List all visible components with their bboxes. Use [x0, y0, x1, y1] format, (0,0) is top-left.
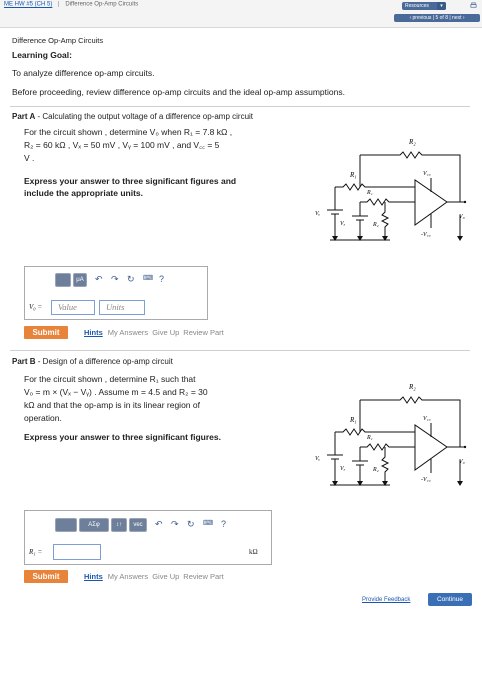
provide-feedback-link[interactable]: Provide Feedback — [362, 597, 411, 603]
undo-icon[interactable]: ↶ — [155, 519, 163, 529]
review-part-link-b[interactable]: Review Part — [183, 572, 224, 581]
chevron-down-icon: ▾ — [437, 2, 446, 10]
part-b-label: Part B — [12, 357, 36, 366]
learning-goal-heading: Learning Goal: — [12, 50, 72, 60]
pager[interactable]: ‹ previous | 5 of 8 | next › — [394, 14, 480, 22]
label-vx: Vₓ — [340, 466, 346, 472]
answer-links-a — [84, 328, 228, 337]
value-input[interactable]: Value — [51, 300, 95, 315]
part-b-question-line3: kΩ and that the op-amp is in its linear region of — [24, 400, 200, 410]
answer-box-b — [24, 510, 272, 565]
label-vo: V₀ — [459, 459, 465, 465]
answer-label-b: R₁ = — [29, 548, 43, 556]
give-up-link-a[interactable]: Give Up — [152, 328, 180, 337]
part-a-label: Part A — [12, 112, 36, 121]
resources-button[interactable] — [402, 2, 446, 10]
answer-box-a — [24, 266, 208, 320]
label-r2-bottom: R₂ — [373, 222, 379, 228]
hints-link-a[interactable]: Hints — [84, 328, 103, 337]
label-r1-bottom: R₁ — [367, 190, 373, 196]
submit-button-b[interactable]: Submit — [24, 570, 68, 583]
vector-button[interactable]: vec — [129, 518, 147, 532]
circuit-diagram-b — [305, 375, 475, 500]
math-toolbar-a — [55, 271, 205, 289]
give-up-link-b[interactable]: Give Up — [152, 572, 180, 581]
hints-link-b[interactable]: Hints — [84, 572, 103, 581]
help-icon[interactable]: ? — [159, 274, 165, 284]
assignment-tab[interactable]: Difference Op-Amp Circuits — [65, 1, 139, 8]
part-a-instruction-line1: Express your answer to three significant figures and — [24, 176, 237, 186]
answer-links-b — [84, 572, 228, 581]
keyboard-icon[interactable]: ⌨ — [203, 520, 214, 527]
course-tab[interactable]: ME HW #5 (CH 5) — [4, 1, 53, 8]
help-icon[interactable]: ? — [221, 519, 227, 529]
top-bar — [0, 0, 482, 28]
keyboard-icon[interactable]: ⌨ — [143, 275, 154, 282]
units-button[interactable]: μA — [73, 273, 87, 287]
template-button[interactable] — [55, 273, 71, 287]
subscript-button[interactable]: ↕↑ — [111, 518, 127, 532]
divider — [10, 350, 470, 351]
page-title: Difference Op-Amp Circuits — [12, 36, 104, 45]
continue-button[interactable]: Continue — [428, 593, 472, 606]
label-neg-vcc: -V꜀꜀ — [421, 477, 431, 483]
greek-symbols-button[interactable]: ΑΣφ — [79, 518, 109, 532]
part-b-question-line2: V₀ = m × (Vₓ − Vᵧ) . Assume m = 4.5 and R₂ = 30 — [24, 387, 208, 397]
part-a-title — [12, 112, 253, 121]
label-r2-bottom: R₂ — [373, 467, 379, 473]
label-r1-bottom: R₁ — [367, 435, 373, 441]
label-vo: V₀ — [459, 214, 465, 220]
label-vcc: V꜀꜀ — [423, 171, 431, 177]
part-a-heading: - Calculating the output voltage of a difference op-amp circuit — [35, 112, 254, 121]
reset-icon[interactable]: ↻ — [187, 519, 195, 529]
redo-icon[interactable]: ↷ — [111, 274, 119, 284]
label-vy: Vᵧ — [315, 456, 321, 462]
part-a-question-line2: R₂ = 60 kΩ , Vₓ = 50 mV , Vᵧ = 100 mV , and V꜀꜀ = 5 — [24, 140, 220, 150]
unit-label-b: kΩ — [249, 548, 258, 556]
resources-label: Resources — [405, 3, 429, 9]
math-toolbar-b — [55, 516, 265, 534]
part-b-title — [12, 357, 173, 366]
divider — [10, 106, 470, 107]
reset-icon[interactable]: ↻ — [127, 274, 135, 284]
submit-button-a[interactable]: Submit — [24, 326, 68, 339]
redo-icon[interactable]: ↷ — [171, 519, 179, 529]
label-r2-top: R₂ — [409, 383, 416, 391]
part-b-question-line1: For the circuit shown , determine R₁ such that — [24, 374, 196, 384]
print-icon[interactable] — [470, 2, 477, 9]
label-vy: Vᵧ — [315, 211, 321, 217]
part-a-question-line3: V . — [24, 153, 35, 163]
part-b-heading: - Design of a difference op-amp circuit — [35, 357, 173, 366]
units-input[interactable]: Units — [99, 300, 145, 315]
part-b-question-line4: operation. — [24, 413, 62, 423]
label-r1-top: R₁ — [350, 416, 357, 424]
learning-goal-text: To analyze difference op-amp circuits. — [12, 68, 155, 78]
part-a-question-line1: For the circuit shown , determine V₀ when R₁ = 7.8 kΩ , — [24, 127, 233, 137]
label-r2-top: R₂ — [409, 138, 416, 146]
review-part-link-a[interactable]: Review Part — [183, 328, 224, 337]
template-button[interactable] — [55, 518, 77, 532]
part-a-instruction-line2: include the appropriate units. — [24, 188, 144, 198]
circuit-diagram-a — [305, 130, 475, 255]
my-answers-link-a[interactable]: My Answers — [107, 328, 149, 337]
learning-goal-instruction: Before proceeding, review difference op-amp circuits and the ideal op-amp assumptions. — [12, 87, 345, 97]
label-neg-vcc: -V꜀꜀ — [421, 232, 431, 238]
label-vx: Vₓ — [340, 221, 346, 227]
label-vcc: V꜀꜀ — [423, 416, 431, 422]
breadcrumb — [4, 1, 138, 8]
label-r1-top: R₁ — [350, 171, 357, 179]
r1-input[interactable] — [53, 544, 101, 560]
undo-icon[interactable]: ↶ — [95, 274, 103, 284]
answer-label-a: V₀ = — [29, 303, 43, 311]
part-b-instruction: Express your answer to three significant figures. — [24, 432, 221, 442]
my-answers-link-b[interactable]: My Answers — [107, 572, 149, 581]
